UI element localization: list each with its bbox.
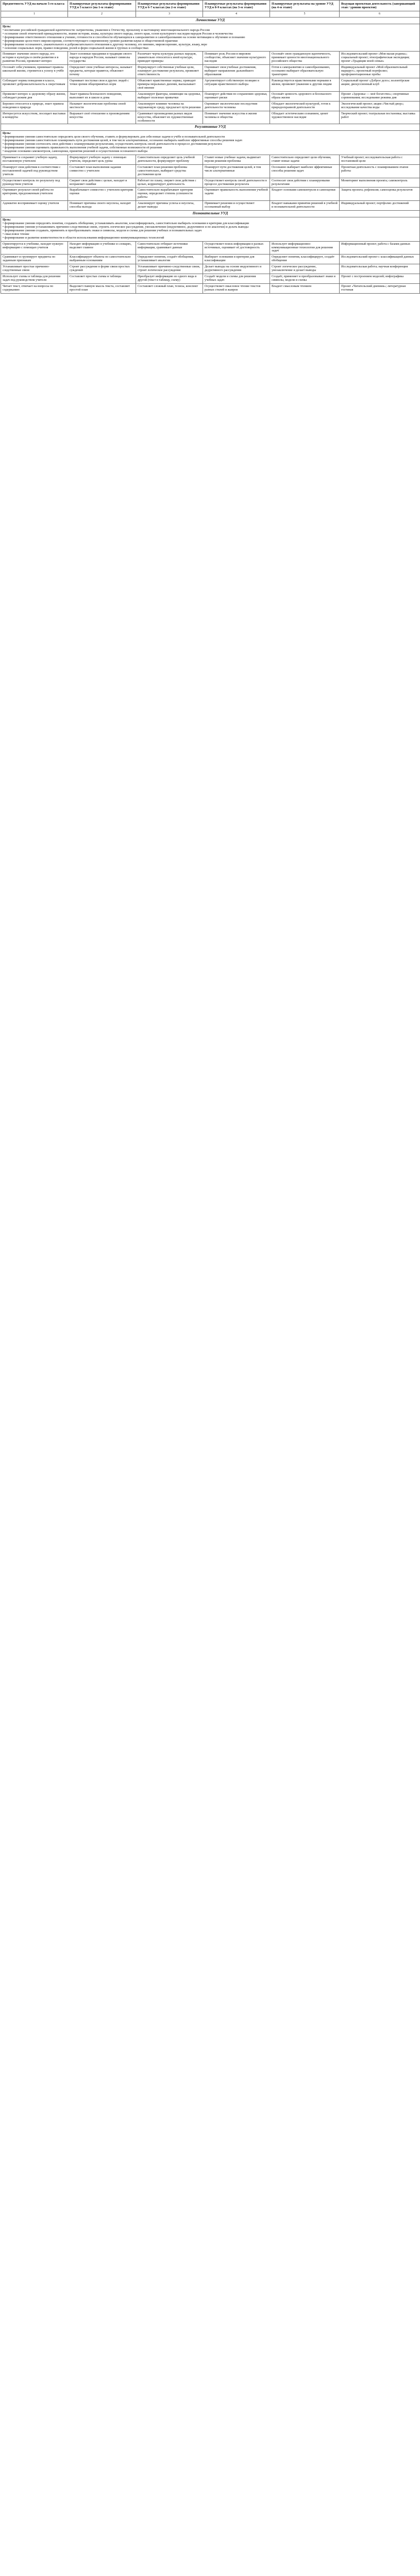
column-header: Планируемые результаты формирования УУД в 8-9 классах (на 3-м этапе) [203,1,270,11]
column-number: 2 [68,11,136,18]
table-header-row [1,1,420,11]
uud-table [1,0,420,294]
goal-item: • формирование умения соотносить свои действия с планируемыми результатами, осуществлять контроль своей деятельности в процессе достижения результата [3,142,222,146]
table-cell: Обладает эстетическим сознанием, ценит художественное наследие [270,111,340,124]
table-cell: Проект «Читательский дневник»; литературная гостиная [340,284,420,294]
table-row [1,164,420,178]
column-header: Предметность УУД на начало 5-го класса [1,1,68,11]
table-cell: Формулирует собственные учебные цели, планирует достижение результата, проявляет ответственность [136,65,203,78]
column-number: 5 [270,11,340,18]
table-cell: Оценивает свои учебные достижения, выбирает направление дальнейшего образования [203,65,270,78]
table-cell: Самостоятельно отбирает источники информации, сравнивает данные [136,241,203,255]
goal-item: • формирование умения устанавливать причинно-следственные связи, строить логическое рассуждение, умозаключение (индуктивное, дедуктивное и по аналогии) и делать выводы [3,225,249,229]
table-cell: Самостоятельно определяет цели обучения, ставит новые задачи [270,155,340,164]
table-row [1,264,420,274]
table-cell: Выбирает основания и критерии для классификации [203,255,270,264]
table-cell: Информационный проект; работа с базами данных [340,241,420,255]
table-cell: Обладает экологической культурой, готов к природоохранной деятельности [270,101,340,111]
table-cell: Проектная деятельность с планированием этапов работы [340,164,420,178]
table-cell: Выражает своё отношение к произведениям искусства [68,111,136,124]
section-goal-row [1,24,420,52]
goal-item: • формирование умения самостоятельно определять цели своего обучения, ставить и формулировать для себя новые задачи в учёбе и познавательной деятельности [3,135,225,139]
column-header: Планируемые результаты формирования УУД в 6-7 классах (на 2-м этапе) [136,1,203,11]
column-header: Планируемые результаты формирования УУД в 5 классе (на 1-м этапе) [68,1,136,11]
section-title: Познавательные УУД [1,211,420,217]
table-cell: Самостоятельно вырабатывает критерии оценки, определяет степень успешности работы [136,188,203,201]
table-cell: Понимает значение искусства в жизни человека и общества [203,111,270,124]
table-cell: Создаёт, применяет и преобразовывает знаки и символы, модели и схемы [270,274,340,284]
table-cell: Бережно относится к природе, знает правила поведения в природе [1,101,68,111]
table-body [1,18,420,294]
section-title-row [1,18,420,24]
table-row [1,178,420,188]
column-number: 3 [136,11,203,18]
goal-item: • формирование умения определять понятия, создавать обобщения, устанавливать аналогии, классифицировать, самостоятельно выбирать основания и критерии для классификации [3,221,249,225]
column-number: 4 [203,11,270,18]
table-cell: Владеет навыками принятия решений в учебной и познавательной деятельности [270,201,340,211]
table-cell: Сравнивает произведения разных видов искусства, объясняет их художественные особенности [136,111,203,124]
table-cell: Различает черты культуры разных народов, уважительно относится к иной культуре, приводит примеры [136,52,203,65]
column-number-row [1,11,420,18]
table-cell: Планирует свои действия в соответствии с поставленной задачей под руководством учителя [1,164,68,178]
table-cell: Создаёт модели и схемы для решения учебных задач [203,274,270,284]
goal-title: Цель: [3,24,11,28]
table-cell: Владеет смысловым чтением [270,284,340,294]
table-cell: Соотносит свои действия с планируемыми результатами [270,178,340,188]
table-cell: Находит информацию в учебнике и словарях, выделяет главное [68,241,136,255]
table-cell: Понимает значение своего народа, его истории и культуры в своём развитии и в развитии России, проявляет интерес [1,52,68,65]
table-cell: Определяет свои учебные интересы, называет предметы, которые нравятся, объясняет почему [68,65,136,78]
goal-item: • формирование и развитие компетентности в области использования информационно-коммуникационных технологий [3,235,164,240]
column-number: 6 [340,11,420,18]
table-cell: Составляет план выполнения задания совместно с учителем [68,164,136,178]
table-cell: Защита проекта; рефлексия; самооценка результатов [340,188,420,201]
table-cell: Творческий проект; театральная постановка; выставка работ [340,111,420,124]
table-row [1,155,420,164]
goal-item: • формирование умения оценивать правильность выполнения учебной задачи, собственные возможности её решения [3,146,162,150]
table-cell: Устанавливает причинно-следственные связи, строит логическое рассуждение [136,264,203,274]
table-cell: Проект с построением моделей; инфографика [340,274,420,284]
goal-item: • формирование умения самостоятельно планировать пути достижения целей, в том числе альтернативные, осознанно выбирать наиболее эффективные способы решения задач [3,139,242,143]
table-cell: Социальный проект «Доброе дело»; волонтёрские акции; дискуссионный клуб [340,78,420,92]
table-cell: Объясняет нравственные нормы, приводит примеры моральных дилемм, высказывает своё мнение [136,78,203,92]
table-cell: Вырабатывает совместно с учителем критерии оценки [68,188,136,201]
table-cell: Использует схемы и таблицы для решения задач под руководством учителя [1,274,68,284]
table-cell: Осознаёт ценность здорового и безопасного образа жизни [270,91,340,101]
table-cell: Делает выводы на основе индуктивного и дедуктивного рассуждения [203,264,270,274]
table-cell: Строит логическое рассуждение, умозаключение и делает выводы [270,264,340,274]
table-cell: Индивидуальный проект «Мой образовательный маршрут»; проектный портфолио; профориентационные пробы [340,65,420,78]
table-cell: Знает основные праздники и традиции своего народа и народов России, называет символы государства [68,52,136,65]
goal-item: • воспитание российской гражданской идентичности: патриотизма, уважения к Отечеству, прошлому и настоящему многонационального народа России [3,28,210,32]
table-cell: Планирует пути достижения целей, в том числе альтернативные [203,164,270,178]
table-cell: Выделяет главную мысль текста, составляет простой план [68,284,136,294]
table-cell: Мониторинг выполнения проекта; самоконтроль [340,178,420,188]
table-cell: Исследовательский проект «Моя малая родина»; социальный проект; этнографическая экспедиция; проект «Традиции моей семьи» [340,52,420,65]
table-cell: Исследовательская работа; научная конференция [340,264,420,274]
table-cell: Планирует действия по сохранению здоровья, оценивает риски [203,91,270,101]
section-title: Личностные УУД [1,18,420,24]
section-goal [1,131,420,155]
table-row [1,78,420,92]
table-cell: Определяет понятия, классифицирует, создаёт обобщения [270,255,340,264]
goal-item: • смысловое чтение [3,232,29,236]
table-cell: Использует информационно-коммуникационные технологии для решения задач [270,241,340,255]
goal-item: • осознание своей этнической принадлежности, знание истории, языка, культуры своего народа, своего края, основ культурного наследия народов России и человечества [3,31,233,36]
goal-item: • освоение социальных норм, правил поведения, ролей и форм социальной жизни в группах и сообществах [3,46,149,50]
table-cell: Называет экологические проблемы своей местности [68,101,136,111]
table-cell: Анализирует влияние человека на окружающую среду, предлагает пути решения [136,101,203,111]
goal-item: • формирование ответственного отношения к учению, готовности и способности обучающихся к саморазвитию и самообразованию на основе мотивации к обучению и познанию [3,35,245,39]
table-cell: Самостоятельно определяет цель учебной деятельности, формулирует проблему [136,155,203,164]
table-cell: Индивидуальный проект; портфолио достижений [340,201,420,211]
table-cell: Сверяет свои действия с целью, находит и исправляет ошибки [68,178,136,188]
table-cell: Устанавливает простые причинно-следственные связи [1,264,68,274]
table-cell: Составляет сложный план, тезисы, конспект [136,284,203,294]
table-cell: Принимает решения и осуществляет осознанный выбор [203,201,270,211]
table-row [1,188,420,201]
table-cell: Проект «Здоровье — моё богатство»; спортивные соревнования; исследование режима дня [340,91,420,101]
table-cell: Определяет понятия, создаёт обобщения, устанавливает аналогии [136,255,203,264]
table-cell: Оценивает экологические последствия деятельности человека [203,101,270,111]
table-cell: Экологический проект; акция «Чистый двор»; исследование качества воды [340,101,420,111]
table-cell: Оценивает правильность выполнения учебной задачи [203,188,270,201]
table-row [1,241,420,255]
table-cell: Принимает и сохраняет учебную задачу, поставленную учителем [1,155,68,164]
table-cell: Работает по плану, сверяет свои действия с целью, корректирует деятельность [136,178,203,188]
table-row [1,91,420,101]
table-cell: Учебный проект; исследовательская работа с постановкой цели [340,155,420,164]
table-cell: Знает правила безопасного поведения, выполняет их в школе и дома [68,91,136,101]
table-row [1,284,420,294]
section-goal-row [1,131,420,155]
table-cell: Понимает причины своего неуспеха, находит способы выхода [68,201,136,211]
table-cell: Проявляет интерес к здоровому образу жизни, соблюдает режим дня [1,91,68,101]
section-title-row [1,124,420,131]
section-goal [1,217,420,241]
table-row [1,255,420,264]
table-cell: Руководствуется нравственными нормами в жизни, проявляет уважение к другим людям [270,78,340,92]
table-cell: Строит рассуждение в форме связи простых суждений [68,264,136,274]
table-row [1,111,420,124]
table-cell: Составляет простые схемы и таблицы [68,274,136,284]
table-row [1,201,420,211]
table-cell: Составляет план решения проблемы самостоятельно, выбирает средства достижения цели [136,164,203,178]
table-cell: Формулирует учебную задачу с помощью учителя, определяет цель урока [68,155,136,164]
goal-item: • владение основами самоконтроля, самооценки, принятия решений и осуществления осознанного выбора [3,149,148,153]
table-row [1,52,420,65]
table-row [1,274,420,284]
table-cell: Ориентируется в учебнике, находит нужную информацию с помощью учителя [1,241,68,255]
table-cell: Ставит новые учебные задачи, выдвигает версии решения проблемы [203,155,270,164]
table-cell: Аргументирует собственную позицию в ситуации нравственного выбора [203,78,270,92]
table-cell: Адекватно воспринимает оценку учителя [1,201,68,211]
table-cell: Владеет основами самоконтроля и самооценки [270,188,340,201]
table-cell: Сравнивает и группирует предметы по заданным признакам [1,255,68,264]
table-row [1,65,420,78]
section-title: Регулятивные УУД [1,124,420,131]
table-cell: Анализирует причины успеха и неуспеха, делает выводы [136,201,203,211]
table-cell: Осознаёт свою гражданскую идентичность, принимает ценности многонационального российского общества [270,52,340,65]
table-cell: Осознаёт себя учеником, принимает правила школьной жизни, стремится к успеху в учёбе [1,65,68,78]
table-cell: Готов к саморазвитию и самообразованию, осознанно выбирает образовательную траекторию [270,65,340,78]
column-header: Ведущая проектная деятельность (завершающий этап / уровни проектов) [340,1,420,11]
table-row [1,101,420,111]
goal-title: Цель: [3,131,11,135]
goal-item: • формирование осознанного, уважительного и доброжелательного отношения к другому человеку, его мнению, мировоззрению, культуре, языку, вере [3,42,207,46]
section-goal [1,24,420,52]
table-cell: Осознанно выбирает наиболее эффективные способы решения задач [270,164,340,178]
table-cell: Соблюдает нормы поведения в классе, проявляет доброжелательность к сверстникам [1,78,68,92]
goal-item: • формирование целостного мировоззрения, соответствующего современному уровню развития науки и общественной практики [3,39,178,43]
table-cell: Оценивает поступки свои и других людей с точки зрения общепринятых норм [68,78,136,92]
section-goal-row [1,217,420,241]
table-cell: Осуществляет контроль своей деятельности в процессе достижения результата [203,178,270,188]
section-title-row [1,211,420,217]
table-cell: Оценивает результат своей работы по критериям, предложенным учителем [1,188,68,201]
goal-item: • формирование умения создавать, применять и преобразовывать знаки и символы, модели и схемы для решения учебных и познавательных задач [3,228,202,232]
table-cell: Осуществляет смысловое чтение текстов разных стилей и жанров [203,284,270,294]
table-cell: Осуществляет контроль по результату под руководством учителя [1,178,68,188]
table-cell: Понимает роль России в мировом сообществе, объясняет значение культурного наследия [203,52,270,65]
table-cell: Читает текст, отвечает на вопросы по содержанию [1,284,68,294]
table-cell: Преобразует информацию из одного вида в другой (текст в таблицу, схему) [136,274,203,284]
goal-title: Цель: [3,217,11,222]
column-number: 1 [1,11,68,18]
table-cell: Анализирует факторы, влияющие на здоровье, выбирает полезные привычки [136,91,203,101]
column-header: Планируемые результаты на уровне УУД (на 4-м этапе) [270,1,340,11]
table-cell: Классифицирует объекты по самостоятельно выбранным основаниям [68,255,136,264]
table-cell: Интересуется искусством, посещает выставки и концерты [1,111,68,124]
table-cell: Осуществляет поиск информации в разных источниках, оценивает её достоверность [203,241,270,255]
table-cell: Исследовательский проект с классификацией данных [340,255,420,264]
